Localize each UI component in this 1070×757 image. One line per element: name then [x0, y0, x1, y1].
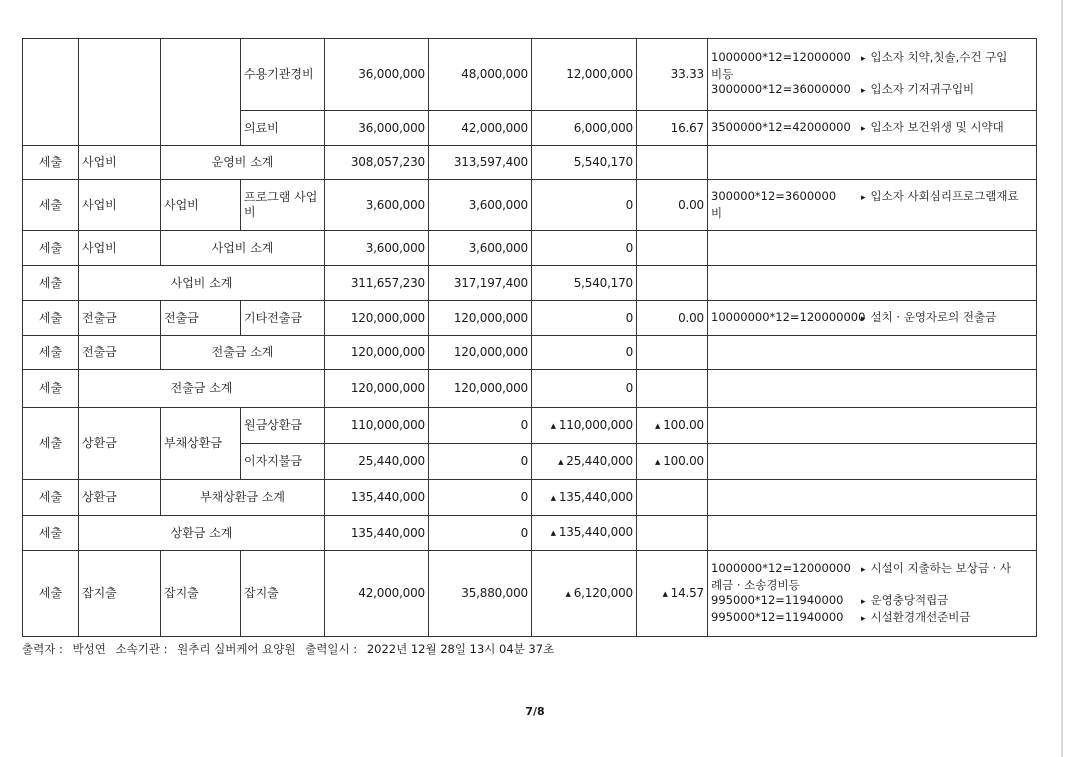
cell-rate: [637, 266, 708, 301]
cell-amount-prev: 120,000,000: [325, 336, 429, 370]
note-text: ▸ 입소자 보건위생 및 시약대: [861, 120, 1033, 137]
note-formula: 3500000*12=42000000: [711, 119, 851, 134]
cell-amount-curr: 3,600,000: [429, 231, 532, 266]
cell-category: 세출: [23, 266, 79, 301]
table-row: [23, 408, 1037, 444]
cell-item: 원금상환금: [241, 408, 325, 444]
note-text: ▸ 운영충당적립금: [861, 593, 1033, 610]
cell-amount-prev: 135,440,000: [325, 516, 429, 551]
cell-amount-diff: ▲ 6,120,000: [532, 551, 637, 637]
cell-section: 전출금: [79, 301, 161, 336]
note-line: [711, 610, 1033, 627]
cell-amount-curr: 313,597,400: [429, 146, 532, 180]
page-number: 7/8: [525, 705, 545, 718]
cell-section: 잡지출: [79, 551, 161, 637]
cell-note: [708, 370, 1037, 408]
cell-amount-prev: 36,000,000: [325, 111, 429, 146]
cell-item: 이자지불금: [241, 444, 325, 480]
note-formula: 995000*12=11940000: [711, 592, 844, 607]
cell-amount-prev: 3,600,000: [325, 231, 429, 266]
cell-rate: [637, 370, 708, 408]
cell-amount-diff: 5,540,170: [532, 266, 637, 301]
cell-rate: [637, 516, 708, 551]
note-formula: 10000000*12=120000000: [711, 309, 866, 324]
cell-amount-diff: 0: [532, 231, 637, 266]
cell-note: [708, 266, 1037, 301]
cell-note: [708, 516, 1037, 551]
cell-item: 프로그램 사업비: [241, 180, 325, 231]
cell-amount-diff: ▲ 135,440,000: [532, 480, 637, 516]
cell-amount-prev: 110,000,000: [325, 408, 429, 444]
cell-amount-curr: 120,000,000: [429, 370, 532, 408]
table-row: [23, 301, 1037, 336]
cell-amount-diff: 5,540,170: [532, 146, 637, 180]
cell-amount-diff: ▲ 135,440,000: [532, 516, 637, 551]
cell-subtotal-label: 사업비 소계: [161, 231, 325, 266]
scan-edge: [1061, 0, 1063, 757]
cell-rate: ▲ 100.00: [637, 408, 708, 444]
note-line: [711, 310, 1033, 327]
note-text: ▸ 입소자 사회심리프로그램재료: [861, 189, 1033, 206]
cell-subtotal-label: 운영비 소계: [161, 146, 325, 180]
cell-amount-prev: 308,057,230: [325, 146, 429, 180]
table-row: [23, 180, 1037, 231]
cell-section: [79, 39, 161, 146]
note-text: ▸ 시설이 지출하는 보상금 · 사: [861, 561, 1033, 578]
cell-total-label: 상환금 소계: [79, 516, 325, 551]
note-line: [711, 50, 1033, 67]
note-formula: 1000000*12=12000000: [711, 560, 851, 575]
cell-note: [708, 111, 1037, 146]
cell-category: 세출: [23, 180, 79, 231]
cell-amount-curr: 35,880,000: [429, 551, 532, 637]
cell-amount-prev: 120,000,000: [325, 301, 429, 336]
cell-amount-prev: 25,440,000: [325, 444, 429, 480]
note-formula: 1000000*12=12000000: [711, 50, 851, 64]
cell-amount-diff: 12,000,000: [532, 39, 637, 111]
cell-note: [708, 39, 1037, 111]
note-formula: 3000000*12=36000000: [711, 82, 851, 96]
cell-subsection: 전출금: [161, 301, 241, 336]
cell-note: [708, 146, 1037, 180]
note-line: [711, 82, 1033, 99]
cell-amount-curr: 317,197,400: [429, 266, 532, 301]
printer-label: 출력자 :: [22, 642, 63, 656]
table-row: [23, 336, 1037, 370]
cell-category: 세출: [23, 336, 79, 370]
cell-amount-prev: 311,657,230: [325, 266, 429, 301]
table-row: [23, 231, 1037, 266]
note-formula: 995000*12=11940000: [711, 609, 844, 624]
print-time-label: 출력일시 :: [305, 642, 358, 656]
printer-name: 박성연: [72, 642, 106, 656]
table-row: [23, 551, 1037, 637]
table-row: [23, 266, 1037, 301]
org-name: 원추리 실버케어 요양원: [177, 642, 296, 656]
cell-note: [708, 231, 1037, 266]
cell-note: [708, 301, 1037, 336]
cell-amount-curr: 3,600,000: [429, 180, 532, 231]
note-continuation: 비등: [711, 67, 734, 81]
cell-amount-curr: 120,000,000: [429, 336, 532, 370]
cell-note: [708, 551, 1037, 637]
cell-amount-curr: 0: [429, 480, 532, 516]
cell-section: 사업비: [79, 231, 161, 266]
cell-category: 세출: [23, 480, 79, 516]
note-continuation: 비: [711, 206, 723, 220]
cell-rate: ▲ 100.00: [637, 444, 708, 480]
cell-amount-curr: 120,000,000: [429, 301, 532, 336]
cell-subsection: 사업비: [161, 180, 241, 231]
cell-amount-prev: 3,600,000: [325, 180, 429, 231]
budget-table: [22, 38, 1037, 637]
print-time: 2022년 12월 28일 13시 04분 37초: [366, 642, 555, 656]
note-line: [711, 120, 1033, 137]
cell-amount-curr: 42,000,000: [429, 111, 532, 146]
cell-amount-curr: 48,000,000: [429, 39, 532, 111]
cell-rate: 0.00: [637, 180, 708, 231]
cell-rate: [637, 480, 708, 516]
cell-amount-diff: ▲ 110,000,000: [532, 408, 637, 444]
cell-section: 사업비: [79, 180, 161, 231]
cell-subsection: [161, 39, 241, 146]
cell-category: 세출: [23, 370, 79, 408]
cell-amount-diff: 6,000,000: [532, 111, 637, 146]
cell-subtotal-label: 전출금 소계: [161, 336, 325, 370]
table-row: [23, 480, 1037, 516]
cell-rate: [637, 231, 708, 266]
cell-rate: 16.67: [637, 111, 708, 146]
note-line: [711, 189, 1033, 206]
note-continuation: 례금 · 소송경비등: [711, 577, 800, 592]
cell-category: 세출: [23, 408, 79, 480]
cell-section: 사업비: [79, 146, 161, 180]
cell-amount-diff: 0: [532, 180, 637, 231]
cell-note: [708, 444, 1037, 480]
table-row: [23, 370, 1037, 408]
cell-amount-prev: 42,000,000: [325, 551, 429, 637]
cell-amount-diff: 0: [532, 301, 637, 336]
cell-rate: 33.33: [637, 39, 708, 111]
cell-rate: [637, 336, 708, 370]
note-text: ▸ 시설환경개선준비금: [861, 610, 1033, 627]
cell-amount-diff: 0: [532, 370, 637, 408]
org-label: 소속기관 :: [115, 642, 168, 656]
cell-amount-curr: 0: [429, 516, 532, 551]
cell-item: 기타전출금: [241, 301, 325, 336]
cell-category: 세출: [23, 551, 79, 637]
cell-category: 세출: [23, 146, 79, 180]
note-text: ▸ 입소자 치약,칫솔,수건 구입: [861, 50, 1033, 67]
cell-amount-prev: 36,000,000: [325, 39, 429, 111]
note-text: ▸ 입소자 기저귀구입비: [861, 82, 1033, 99]
cell-category: 세출: [23, 231, 79, 266]
note-formula: 300000*12=3600000: [711, 189, 837, 203]
cell-category: [23, 39, 79, 146]
table-row: [23, 39, 1037, 111]
note-text: ▸ 설치 · 운영자로의 전출금: [861, 310, 1033, 327]
table-row: [23, 516, 1037, 551]
print-info: [22, 641, 560, 657]
cell-subtotal-label: 부채상환금 소계: [161, 480, 325, 516]
cell-category: 세출: [23, 301, 79, 336]
cell-item: 잡지출: [241, 551, 325, 637]
cell-total-label: 사업비 소계: [79, 266, 325, 301]
cell-note: [708, 180, 1037, 231]
cell-amount-prev: 120,000,000: [325, 370, 429, 408]
cell-total-label: 전출금 소계: [79, 370, 325, 408]
cell-subsection: 부채상환금: [161, 408, 241, 480]
cell-note: [708, 336, 1037, 370]
note-line: [711, 593, 1033, 610]
cell-section: 상환금: [79, 408, 161, 480]
cell-amount-diff: 0: [532, 336, 637, 370]
cell-section: 전출금: [79, 336, 161, 370]
note-line: [711, 561, 1033, 578]
cell-subsection: 잡지출: [161, 551, 241, 637]
cell-category: 세출: [23, 516, 79, 551]
cell-section: 상환금: [79, 480, 161, 516]
cell-note: [708, 408, 1037, 444]
cell-rate: 0.00: [637, 301, 708, 336]
cell-item: 의료비: [241, 111, 325, 146]
cell-amount-curr: 0: [429, 444, 532, 480]
cell-rate: ▲ 14.57: [637, 551, 708, 637]
cell-amount-prev: 135,440,000: [325, 480, 429, 516]
table-row: [23, 146, 1037, 180]
cell-note: [708, 480, 1037, 516]
cell-amount-curr: 0: [429, 408, 532, 444]
cell-amount-diff: ▲ 25,440,000: [532, 444, 637, 480]
cell-rate: [637, 146, 708, 180]
cell-item: 수용기관경비: [241, 39, 325, 111]
